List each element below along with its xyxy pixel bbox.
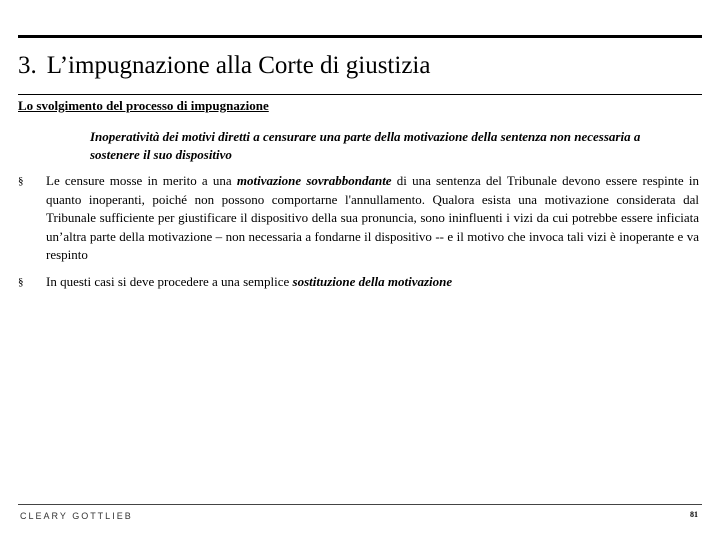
bullet-paragraph-1	[46, 172, 699, 265]
bullet-1-text-before: Le censure mosse in merito a una	[46, 173, 237, 188]
title-text: L’impugnazione alla Corte di giustizia	[46, 52, 431, 79]
firm-logo: CLEARY GOTTLIEB	[20, 511, 133, 521]
subtitle: Lo svolgimento del processo di impugnazione	[18, 98, 269, 113]
bullet-1-emphasis: motivazione sovrabbondante	[236, 173, 392, 188]
top-rule	[18, 35, 702, 38]
intro-text: Inoperatività dei motivi diretti a censurare una parte della motivazione della sentenza non necessaria a sostenere il suo dispositivo	[90, 129, 641, 162]
section-number: 3.	[18, 52, 37, 79]
bullet-2-text-before: In questi casi si deve procedere a una semplice	[46, 274, 293, 289]
slide-title	[18, 50, 430, 82]
bullet-1-text-after: di una sentenza del Tribunale devono essere respinte in quanto inoperanti, poiché non possono comportarne l'annullamento. Qualora esista una motivazione considerata dal Tribunale sufficiente per giustificare il dispositivo della sua pronuncia, sono ininfluenti i vizi da cui potrebbe essere inficiata un’altra parte della motivazione – non necessaria a fondarne il dispositivo -- e il motivo che invoca tali vizi è inoperante e va respinto	[46, 173, 699, 262]
title-rule	[18, 94, 702, 95]
bullet-marker: §	[18, 175, 24, 187]
bullet-paragraph-2	[46, 273, 699, 292]
footer-rule	[18, 504, 702, 505]
page-number: 81	[690, 510, 698, 519]
bullet-2-emphasis: sostituzione della motivazione	[292, 274, 453, 289]
bullet-marker: §	[18, 276, 24, 288]
